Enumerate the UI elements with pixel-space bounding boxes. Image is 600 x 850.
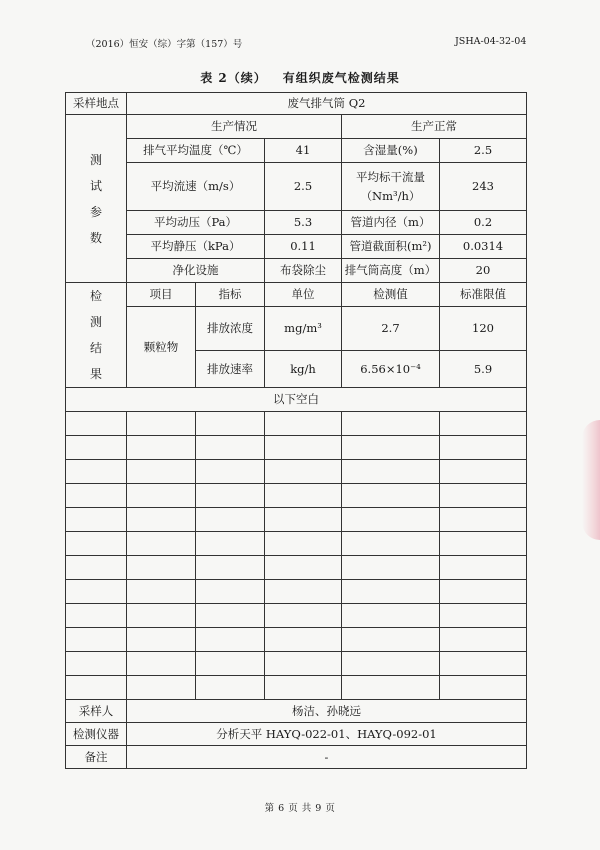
param-row (66, 163, 527, 211)
result-indicator: 排放速率 (196, 351, 265, 388)
param-value: 2.5 (265, 163, 342, 211)
production-value: 生产正常 (342, 115, 527, 139)
production-label: 生产情况 (127, 115, 342, 139)
result-unit: kg/h (265, 351, 342, 388)
param-label: 含湿量(%) (342, 139, 440, 163)
param-value: 0.11 (265, 235, 342, 259)
document-reference: （2016）恒安（综）字第（157）号 (86, 39, 243, 50)
table-caption: 有组织废气检测结果 (282, 71, 400, 85)
table-title (0, 69, 600, 86)
blank-note-row (66, 388, 527, 412)
test-params-char: 测 (89, 152, 102, 167)
param-row (66, 235, 527, 259)
results-char: 结 (89, 341, 102, 355)
results-section-label (66, 283, 127, 388)
result-value: 6.56×10⁻⁴ (342, 351, 440, 388)
instrument-row (66, 723, 527, 746)
param-label: 排气筒高度（m） (342, 259, 440, 283)
results-table (65, 92, 527, 769)
param-row (66, 259, 527, 283)
empty-row (66, 676, 527, 700)
empty-row (66, 628, 527, 652)
result-row (66, 307, 527, 351)
empty-row (66, 508, 527, 532)
param-value: 41 (265, 139, 342, 163)
empty-row (66, 412, 527, 436)
results-char: 测 (89, 315, 102, 329)
param-label: 管道截面积(m²) (342, 235, 440, 259)
test-params-char: 试 (89, 178, 102, 193)
remark-label: 备注 (66, 746, 127, 769)
sampler-label: 采样人 (66, 700, 127, 723)
param-label: 平均标干流量（Nm³/h） (342, 163, 440, 211)
empty-row (66, 436, 527, 460)
table-number: 表 2（续） (200, 71, 267, 85)
result-limit: 5.9 (440, 351, 527, 388)
test-params-char: 参 (89, 204, 102, 219)
document-code: JSHA-04-32-04 (455, 36, 527, 47)
empty-row (66, 604, 527, 628)
remark-value: - (127, 746, 527, 769)
param-label: 管道内径（m） (342, 211, 440, 235)
column-header: 指标 (196, 283, 265, 307)
param-value: 布袋除尘 (265, 259, 342, 283)
param-row (66, 139, 527, 163)
page-number: 第 6 页 共 9 页 (264, 803, 336, 814)
param-value: 0.0314 (440, 235, 527, 259)
results-header-row (66, 283, 527, 307)
param-value: 243 (440, 163, 527, 211)
test-params-section-label (66, 115, 127, 283)
column-header: 检测值 (342, 283, 440, 307)
column-header: 项目 (127, 283, 196, 307)
result-indicator: 排放浓度 (196, 307, 265, 351)
production-row (66, 115, 527, 139)
param-row (66, 211, 527, 235)
sampling-location-label: 采样地点 (66, 93, 127, 115)
param-label: 净化设施 (127, 259, 265, 283)
param-value: 5.3 (265, 211, 342, 235)
sampler-value: 杨洁、孙晓远 (127, 700, 527, 723)
blank-note: 以下空白 (66, 388, 527, 412)
empty-row (66, 580, 527, 604)
results-char: 果 (89, 367, 102, 381)
param-value: 2.5 (440, 139, 527, 163)
column-header: 单位 (265, 283, 342, 307)
test-params-char: 数 (89, 230, 102, 245)
param-label: 平均静压（kPa） (127, 235, 265, 259)
result-item: 颗粒物 (127, 307, 196, 388)
instrument-value: 分析天平 HAYQ-022-01、HAYQ-092-01 (127, 723, 527, 746)
param-label: 排气平均温度（℃） (127, 139, 265, 163)
empty-row (66, 484, 527, 508)
remark-row (66, 746, 527, 769)
param-value: 0.2 (440, 211, 527, 235)
sampling-location-row (66, 93, 527, 115)
sampling-location-value: 废气排气筒 Q2 (127, 93, 527, 115)
instrument-label: 检测仪器 (66, 723, 127, 746)
param-label: 平均动压（Pa） (127, 211, 265, 235)
param-label: 平均流速（m/s） (127, 163, 265, 211)
seal-stamp-edge (582, 420, 600, 540)
result-unit: mg/m³ (265, 307, 342, 351)
empty-row (66, 532, 527, 556)
column-header: 标准限值 (440, 283, 527, 307)
param-value: 20 (440, 259, 527, 283)
sampler-row (66, 700, 527, 723)
empty-row (66, 460, 527, 484)
results-char: 检 (89, 289, 102, 303)
result-limit: 120 (440, 307, 527, 351)
result-value: 2.7 (342, 307, 440, 351)
empty-row (66, 652, 527, 676)
empty-row (66, 556, 527, 580)
